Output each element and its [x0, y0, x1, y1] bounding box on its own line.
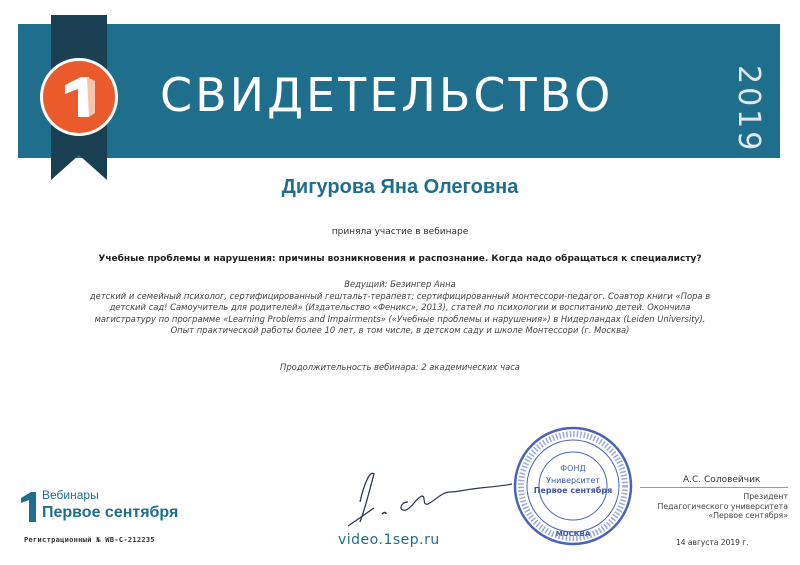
stamp-line-1: Университет [546, 476, 600, 485]
webinars-brand-logo [20, 488, 200, 528]
certificate-title: СВИДЕТЕЛЬСТВО [160, 68, 614, 122]
brand-bottom-text: Первое сентября [42, 504, 179, 521]
certificate-year: 2019 [731, 65, 766, 154]
first-september-logo-badge [40, 58, 118, 136]
issue-date: 14 августа 2019 г. [676, 538, 749, 547]
first-september-1-icon [61, 75, 97, 119]
signer-position-line: Президент [743, 492, 788, 501]
signer-position [636, 492, 788, 521]
webinar-duration: Продолжительность вебинара: 2 академических часа [280, 362, 520, 372]
signer-position-line: «Первое сентября» [708, 511, 788, 520]
signer-name: А.С. Соловейчик [683, 475, 761, 485]
lecturer-bio: детский и семейный психолог, сертифицированный гештальт-терапевт; сертифицированный монтессори-педагог. Соавтор книги «Пора в детский сад! Самоучитель для родителей» (Издательство «Феникс», 2013), статей по психологии и воспитанию детей. Окончила магистратуру по программе «Learning Problems and Impairments» («Учебные проблемы и нарушения») в Нидерландах (Leiden University). Опыт практической работы более 10 лет, в том числе, в детском саду и школе Монтессори (г. Москва) [89, 291, 711, 336]
stamp-bottom-text: МОСКВА [555, 530, 591, 538]
brand-1-icon [20, 490, 38, 524]
stamp-top-text: ФОНД [560, 464, 586, 473]
signature-line [640, 487, 788, 488]
handwritten-signature [330, 462, 520, 532]
stamp-line-2: Первое сентября [533, 486, 613, 495]
recipient-name: Дигурова Яна Олеговна [281, 176, 519, 198]
registration-number: Регистрационный № WB-С-212235 [24, 536, 155, 544]
signer-position-line: Педагогического университета [657, 501, 788, 511]
participation-text: приняла участие в вебинаре [331, 227, 469, 237]
official-stamp [512, 425, 634, 547]
lecturer-name: Ведущий: Безингер Анна [344, 279, 456, 289]
webinar-title: Учебные проблемы и нарушения: причины возникновения и распознание. Когда надо обращаться к специалисту? [98, 254, 702, 264]
brand-top-text: Вебинары [42, 488, 99, 502]
website-link[interactable]: video.1sep.ru [338, 532, 440, 548]
